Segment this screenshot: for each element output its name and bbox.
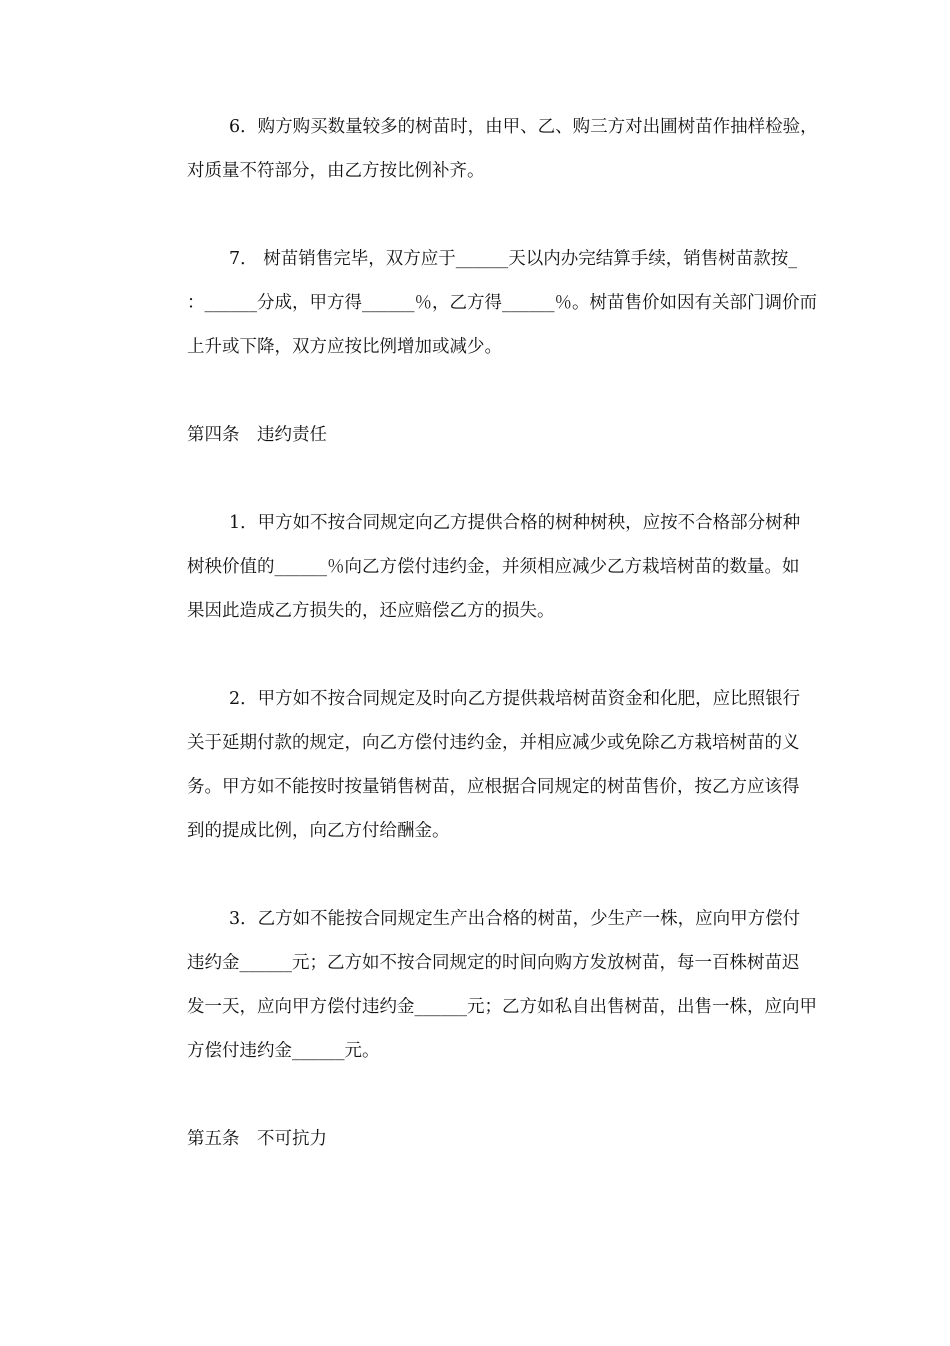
text-line: 到的提成比例，向乙方付给酬金。: [187, 821, 450, 841]
text-line: 果因此造成乙方损失的，还应赔偿乙方的损失。: [187, 601, 555, 621]
text-line: ：______分成，甲方得______％，乙方得______％。树苗售价如因有关部门调价而: [187, 293, 817, 313]
text-line: 务。甲方如不能按时按量销售树苗，应根据合同规定的树苗售价，按乙方应该得: [187, 777, 800, 797]
text-line: 2．甲方如不按合同规定及时向乙方提供栽培树苗资金和化肥，应比照银行: [229, 689, 801, 709]
text-line: 3．乙方如不能按合同规定生产出合格的树苗，少生产一株，应向甲方偿付: [229, 909, 801, 929]
breach-item-1: [145, 501, 813, 633]
clause-item-7: [145, 237, 817, 369]
text-line: 1．甲方如不按合同规定向乙方提供合格的树种树秧，应按不合格部分树种: [229, 513, 801, 533]
breach-item-2: [145, 677, 813, 853]
breach-item-3: [145, 897, 817, 1073]
article-4-heading: 第四条 违约责任: [187, 425, 327, 445]
text-line: 上升或下降，双方应按比例增加或减少。: [187, 337, 502, 357]
text-line: 6．购方购买数量较多的树苗时，由甲、乙、购三方对出圃树苗作抽样检验，: [229, 117, 818, 137]
text-line: 树秧价值的______％向乙方偿付违约金，并须相应减少乙方栽培树苗的数量。如: [187, 557, 800, 577]
text-line: 违约金______元；乙方如不按合同规定的时间向购方发放树苗，每一百株树苗迟: [187, 953, 800, 973]
article-5-heading: 第五条 不可抗力: [187, 1129, 327, 1149]
text-line: 7． 树苗销售完毕，双方应于______天以内办完结算手续，销售树苗款按_: [229, 249, 797, 269]
clause-item-6: [145, 105, 818, 193]
text-line: 方偿付违约金______元。: [187, 1041, 380, 1061]
text-line: 关于延期付款的规定，向乙方偿付违约金，并相应减少或免除乙方栽培树苗的义: [187, 733, 800, 753]
text-line: 发一天，应向甲方偿付违约金______元；乙方如私自出售树苗，出售一株，应向甲: [187, 997, 817, 1017]
text-line: 对质量不符部分，由乙方按比例补齐。: [187, 161, 485, 181]
